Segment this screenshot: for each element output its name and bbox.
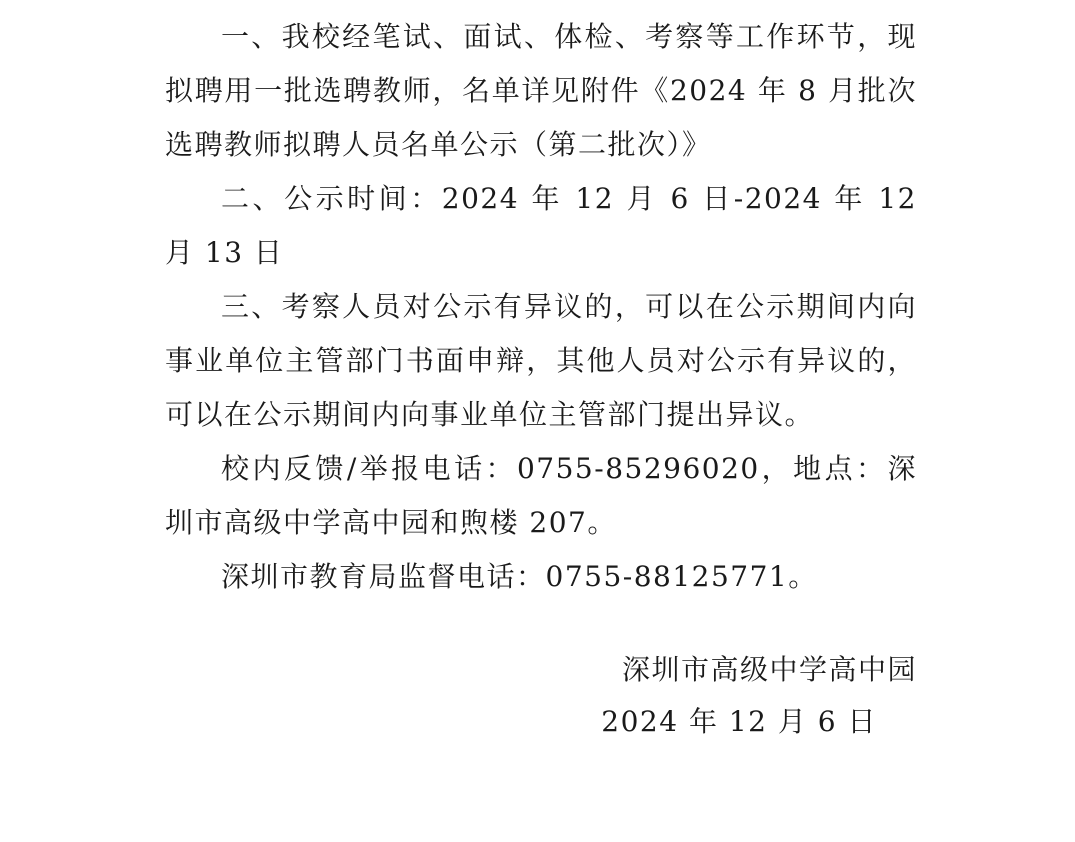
notice-body (165, 10, 917, 604)
paragraph-school-hotline: 校内反馈/举报电话：0755-85296020，地点：深圳市高级中学高中园和煦楼 207。 (165, 452, 917, 539)
paragraph-publicity-period: 二、公示时间：2024 年 12 月 6 日-2024 年 12 月 13 日 (165, 182, 917, 269)
signature-organization: 深圳市高级中学高中园 (621, 653, 917, 686)
paragraph-hiring: 一、我校经笔试、面试、体检、考察等工作环节，现拟聘用一批选聘教师，名单详见附件《2024 年 8 月批次选聘教师拟聘人员名单公示（第二批次）》 (165, 20, 917, 161)
signature-date: 2024 年 12 月 6 日 (601, 705, 877, 738)
paragraph-objection: 三、考察人员对公示有异议的，可以在公示期间内向事业单位主管部门书面申辩，其他人员对公示有异议的，可以在公示期间内向事业单位主管部门提出异议。 (165, 290, 917, 431)
paragraph-bureau-hotline: 深圳市教育局监督电话：0755-88125771。 (221, 560, 818, 593)
